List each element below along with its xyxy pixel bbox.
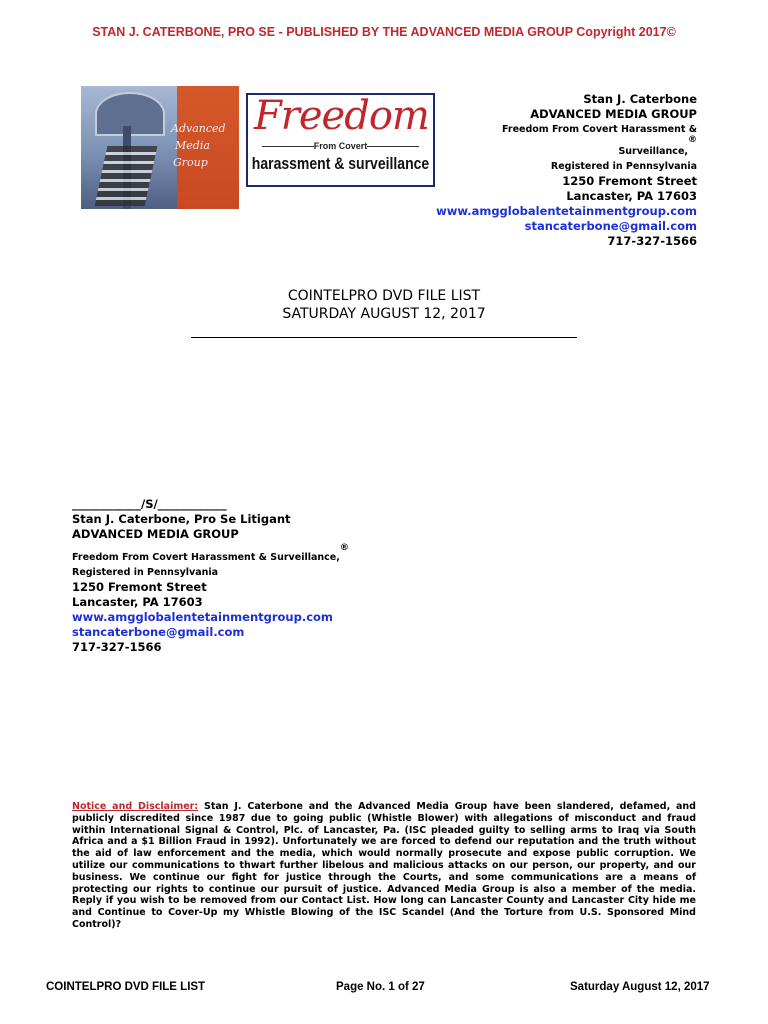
website-link[interactable]: www.amgglobalentetainmentgroup.com bbox=[436, 204, 697, 219]
footer-left: COINTELPRO DVD FILE LIST bbox=[46, 981, 206, 993]
address-city: Lancaster, PA 17603 bbox=[566, 189, 697, 204]
title-divider bbox=[191, 337, 577, 338]
header-banner: STAN J. CATERBONE, PRO SE - PUBLISHED BY THE ADVANCED MEDIA GROUP Copyright 2017© bbox=[92, 25, 676, 39]
signature-street: 1250 Fremont Street bbox=[72, 580, 207, 595]
freedom-logo bbox=[246, 93, 435, 187]
notice-disclaimer bbox=[72, 801, 696, 931]
advanced-media-group-logo bbox=[81, 86, 239, 209]
signature-email-link[interactable]: stancaterbone@gmail.com bbox=[72, 625, 245, 640]
logo-amg-line3: Group bbox=[173, 156, 208, 169]
address-street: 1250 Fremont Street bbox=[562, 174, 697, 189]
address-phone: 717-327-1566 bbox=[607, 234, 697, 249]
signature-city: Lancaster, PA 17603 bbox=[72, 595, 203, 610]
footer-page-number: Page No. 1 of 27 bbox=[336, 981, 425, 993]
title-line2: SATURDAY AUGUST 12, 2017 bbox=[282, 306, 486, 322]
logo-freedom-sub: From Covert bbox=[313, 141, 368, 151]
address-surveillance: Surveillance, bbox=[618, 146, 688, 158]
signature-freedom: Freedom From Covert Harassment & Surveillance, bbox=[72, 552, 340, 564]
logo-amg-line2: Media bbox=[175, 139, 210, 152]
logo-freedom-word: Freedom bbox=[254, 93, 429, 139]
signature-phone: 717-327-1566 bbox=[72, 640, 162, 655]
disclaimer-text: Stan J. Caterbone and the Advanced Media Group have been slandered, defamed, and publicly discredited since 1987 due to going public (Whistle Blower) with allegations of misconduct and fraud within International Signal & Control, Plc. of Lancaster, Pa. (ISC pleaded guilty to selling arms to Iraq via South Africa and a $1 Billion Fraud in 1992). Unfortunately we are forced to defend our reputation and the truth without the aid of law enforcement and the media, which would normally prosecute and expose public corruption. We utilize our communications to thwart further libelous and malicious attacks on our person, our property, and our business. We continue our fight for justice through the Courts, and some communications are a means of protecting our rights to continue our pursuit of justice. Advanced Media Group is also a member of the media. Reply if you wish to be removed from our Contact List. How long can Lancaster County and Lancaster City hide me and Continue to Cover-Up my Whistle Blowing of the ISC Scandel (And the Torture from U.S. Sponsored Mind Control)? bbox=[72, 801, 696, 930]
document-title bbox=[0, 287, 768, 323]
signature-block bbox=[72, 497, 349, 655]
address-freedom: Freedom From Covert Harassment & bbox=[502, 124, 697, 135]
disclaimer-label: Notice and Disclaimer: bbox=[72, 801, 199, 812]
registered-mark: ® bbox=[688, 135, 697, 145]
logo-amg-line1: Advanced bbox=[171, 122, 226, 135]
address-registered: Registered in Pennsylvania bbox=[550, 161, 697, 173]
registered-mark: ® bbox=[339, 543, 349, 553]
signature-line: ____________/S/____________ bbox=[72, 497, 227, 511]
address-name: Stan J. Caterbone bbox=[583, 92, 697, 106]
address-org: ADVANCED MEDIA GROUP bbox=[530, 107, 697, 121]
email-link[interactable]: stancaterbone@gmail.com bbox=[524, 219, 697, 234]
footer-date: Saturday August 12, 2017 bbox=[570, 981, 710, 993]
signature-name: Stan J. Caterbone, Pro Se Litigant bbox=[72, 512, 291, 526]
signature-website-link[interactable]: www.amgglobalentetainmentgroup.com bbox=[72, 610, 333, 625]
signature-org: ADVANCED MEDIA GROUP bbox=[72, 527, 239, 541]
address-block-right bbox=[436, 92, 697, 249]
title-line1: COINTELPRO DVD FILE LIST bbox=[287, 288, 481, 304]
logo-freedom-bottom: harassment & surveillance bbox=[251, 153, 430, 173]
signature-registered: Registered in Pennsylvania bbox=[72, 567, 219, 579]
